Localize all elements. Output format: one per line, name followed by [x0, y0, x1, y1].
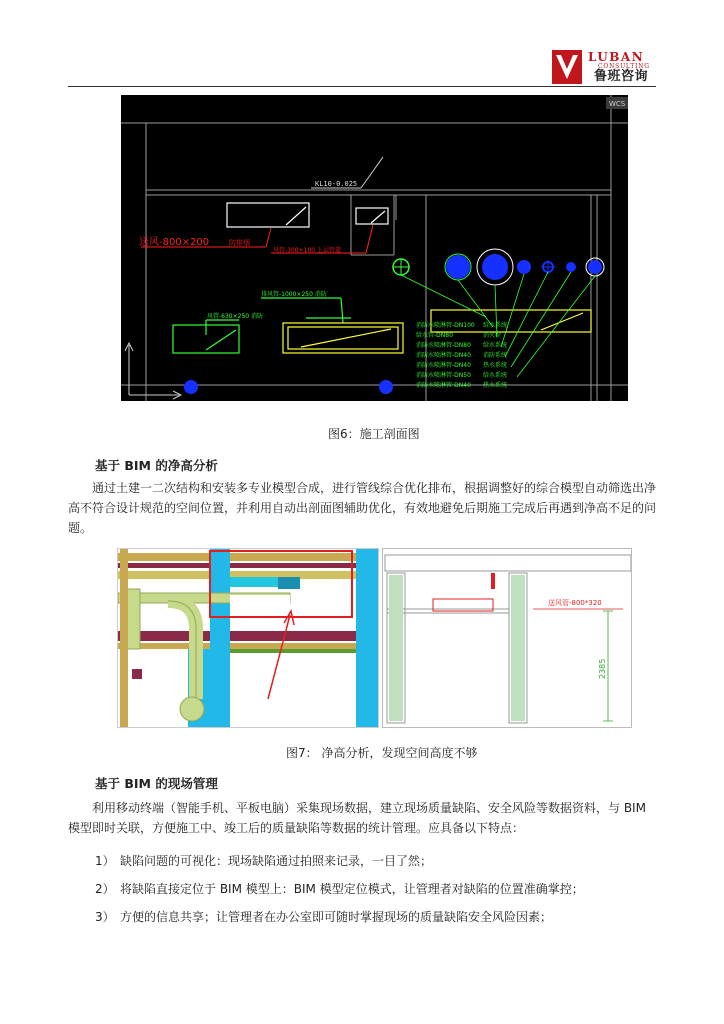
duct-small-label: 风管-300×100 上层管道: [273, 247, 342, 254]
list-item-number: 3）: [95, 910, 115, 924]
clearance-analysis-paragraph: 通过土建一二次结构和安装多专业模型合成，进行管线综合优化排布，根据调整好的综合模型自动筛选出净高不符合设计规范的空间位置，并利用自动出剖面图辅助优化，有效地避免后期施工完成后再遇到净高不足的问题。: [68, 481, 657, 535]
section-heading-site-management: 基于 BIM 的现场管理: [95, 776, 218, 791]
construction-section-drawing: [121, 95, 628, 401]
logo-text-en: LUBAN: [588, 50, 645, 64]
list-item-text: 方便的信息共享；让管理者在办公室即可随时掌握现场的质量缺陷安全风险因素；: [120, 910, 553, 924]
pipe-label: 消防水喷淋管-DN40: [416, 352, 471, 359]
list-item: [95, 909, 552, 925]
list-item-text: 将缺陷直接定位于 BIM 模型上：BIM 模型定位模式，让管理者对缺陷的位置准确掌控；: [120, 882, 584, 896]
pipe-label: 消防水喷淋管-DN40: [416, 382, 471, 389]
pipe-note: 热水系统: [483, 362, 508, 369]
pipe-label: 消防水喷淋管-DN40: [416, 362, 471, 369]
section-heading-clearance-analysis: 基于 BIM 的净高分析: [95, 458, 218, 473]
logo-text-cn: 鲁班咨询: [594, 69, 649, 84]
pipe-label: 消防水喷淋管-DN80: [416, 342, 471, 349]
figure6-caption: 图6：施工剖面图: [328, 427, 420, 441]
clearance-section-drawing: [382, 548, 632, 728]
duct-left-label: 风管-630×250 消防: [207, 313, 264, 320]
level-label: KL10-0.025: [315, 180, 358, 188]
pipe-note: 给水系统: [483, 342, 508, 349]
logo-text-en-sub: CONSULTING: [598, 63, 650, 70]
duct-main-note: 防排烟: [229, 239, 250, 247]
pipe-label: 给水管-DN80: [416, 332, 453, 339]
wcs-tag: WCS: [609, 100, 626, 108]
figure7-caption: 图7： 净高分析，发现空间高度不够: [286, 746, 478, 760]
luban-logo-mark-icon: [552, 50, 582, 84]
pipe-note: 消火栓: [483, 332, 502, 339]
list-item: [95, 853, 432, 869]
header-divider: [68, 86, 656, 87]
pipe-label: 消防水喷淋管-DN50: [416, 372, 471, 379]
list-item-text: 缺陷问题的可视化：现场缺陷通过拍照来记录，一目了然；: [120, 854, 433, 868]
pipe-note: 消防系统: [483, 352, 508, 359]
list-item-number: 1）: [95, 854, 115, 868]
list-item: [95, 881, 584, 897]
duct-size-label: 送风管-800*320: [548, 599, 602, 607]
site-management-paragraph: 利用移动终端（智能手机、平板电脑）采集现场数据，建立现场质量缺陷、安全风险等数据资料，与 BIM 模型即时关联，方便施工中、竣工后的质量缺陷等数据的统计管理。应具备以下特点：: [68, 801, 646, 835]
clearance-height-label: 2385: [598, 658, 607, 679]
pipe-note: 热水系统: [483, 382, 508, 389]
pipe-label-list: [416, 321, 507, 389]
duct-main-label: 送风-800×200: [139, 237, 210, 248]
pipe-label: 消防水喷淋管-DN100: [416, 322, 475, 329]
pipe-note: 给水系统: [483, 372, 508, 379]
duct-upper-label: 排风管-1000×250 消防: [261, 291, 327, 298]
pipe-note: 给水系统: [483, 322, 508, 329]
bim-3d-model-view: [117, 548, 379, 728]
list-item-number: 2）: [95, 882, 115, 896]
